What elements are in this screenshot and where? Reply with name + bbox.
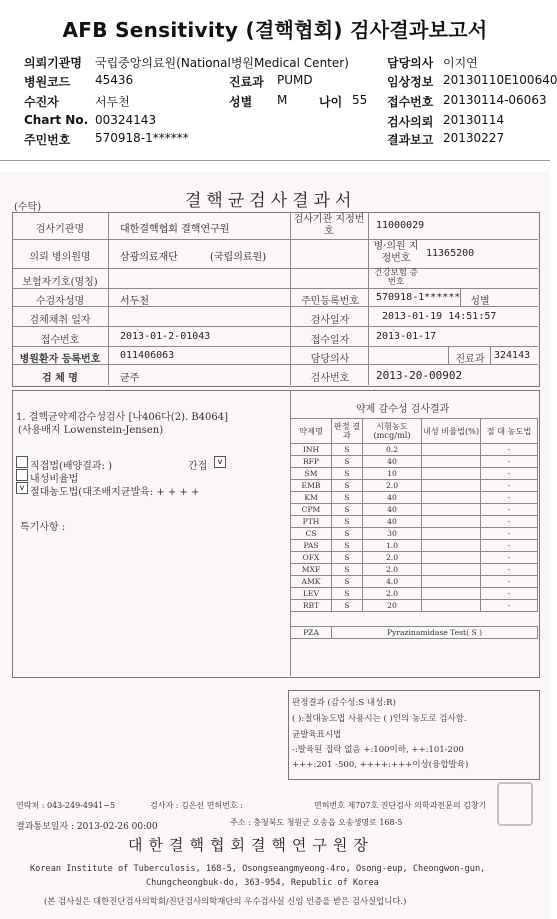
table-cell [422,552,481,564]
ssn-label: 주민등록번호 [301,296,359,307]
hospital-number: 11365200 [426,248,475,259]
table-row [291,516,538,528]
table-cell: - [481,588,538,600]
table-cell: - [481,492,538,504]
test-number-label: 검사번호 [310,373,350,384]
hospital-number-label: 병·의원 지정번호 [373,241,419,264]
judgement-line-1: 판정결과 (감수성:S 내성:R) [292,698,396,708]
field-value: M [277,93,288,107]
table-cell: KM [291,492,332,504]
field-label: 의뢰기관명 [24,56,82,70]
collect-date-label: 검체채취 일자 [29,315,91,326]
field-value: 이지연 [443,56,478,70]
request-hospital-note: (국립의료원) [210,252,267,263]
test-date: 2013-01-19 14:51:57 [382,311,497,322]
table-cell: - [481,444,538,456]
table-cell: S [332,468,363,480]
dept: 324143 [494,350,531,361]
insurance-card-label: 건강보험 증 번호 [374,268,418,287]
table-cell: - [481,564,538,576]
field-label: 담당의사 [387,56,434,70]
table-cell: S [332,540,363,552]
judgement-line-4: -:발육된 집락 없음 +:100이하, ++:101-200 [292,745,464,755]
insurance-label: 보험자기호(명칭) [22,277,98,288]
col-header: 절 대 농도법 [481,419,538,444]
table-cell [422,456,481,468]
drug-table-caption: 약제 감수성 검사결과 [356,404,450,415]
table-row [291,468,538,480]
seal-stamp [497,782,533,826]
table-cell: CS [291,528,332,540]
patient-name: 서두천 [120,296,149,307]
table-cell: INH [291,444,332,456]
table-row [291,552,538,564]
table-cell: 2.0 [363,588,422,600]
doctor-label: 담당의사 [310,354,350,365]
table-cell: - [481,576,538,588]
table-cell [422,528,481,540]
table-cell: 40 [363,516,422,528]
table-cell: S [332,444,363,456]
table-cell: 4.0 [363,576,422,588]
field-value: 20130114 [443,113,505,127]
table-cell: S [332,528,363,540]
field-label: 나이 [319,95,343,109]
footer-license: 면허번호 제707호 진단검사 의학과전문의 김창기 [314,801,487,810]
direct-method-label: 직접법(배양결과: ) [30,461,112,472]
table-row [291,528,538,540]
table-cell: 2.0 [363,564,422,576]
indirect-method-checkbox: v [214,456,226,468]
scanned-report [0,172,550,919]
method-line-1: 1. 결핵균약제감수성검사 [나406다(2). B4064] [16,412,229,423]
table-cell: 40 [363,492,422,504]
patient-reg: 011406063 [120,350,175,361]
table-cell: 40 [363,456,422,468]
table-cell [422,468,481,480]
field-value: 20130227 [443,131,505,145]
field-value: 국립중앙의료원(National병원Medical Center) [95,56,349,70]
col-header: 내성 비율법(%) [422,419,481,444]
footer-note: (본 검사실은 대한진단검사의학회/진단검사의학재단의 우수검사실 신임 인증을 받은 검사실입니다.) [44,896,407,906]
field-value: 서두천 [95,95,130,109]
drug-sensitivity-table [290,418,538,639]
field-value: 20130114-06063 [443,93,547,107]
table-cell: - [481,468,538,480]
footer-address: 주소 : 충청북도 청원군 오송읍 오송생명로 168-5 [230,818,403,827]
absolute-method-label: 절대농도법(대조배지균발육: + + + + [30,487,200,498]
table-cell: RBT [291,600,332,612]
field-value: 570918-1****** [95,131,189,145]
lab-name: 대한결핵협회 결핵연구원 [120,224,230,235]
receipt-date-label: 접수일자 [310,335,350,346]
table-cell: S [332,516,363,528]
field-label: 접수번호 [387,95,434,109]
table-cell: - [481,456,538,468]
patient-name-label: 수검자성명 [35,296,85,307]
field-value: 00324143 [95,113,157,127]
field-value: 55 [352,93,368,107]
table-row [291,456,538,468]
method-line-2: (사용배지 Lowenstein-Jensen) [18,425,164,436]
table-cell: S [332,480,363,492]
table-cell: - [481,540,538,552]
table-cell: PTH [291,516,332,528]
lab-number: 11000029 [376,220,425,231]
table-cell: CPM [291,504,332,516]
table-cell: - [481,504,538,516]
table-cell: 20 [363,600,422,612]
table-cell: 40 [363,504,422,516]
table-cell: 0.2 [363,444,422,456]
table-cell: S [332,552,363,564]
judgement-line-2: ( ):절대농도법 사용시는 ( )인의 농도로 검사함. [292,714,467,724]
table-cell: 2.0 [363,480,422,492]
header-divider [0,160,550,161]
table-cell: S [332,588,363,600]
table-cell: LEV [291,588,332,600]
table-cell [422,492,481,504]
table-cell [422,576,481,588]
table-cell: 2.0 [363,552,422,564]
table-row [291,576,538,588]
request-hospital-label: 의뢰 병의원명 [29,252,91,263]
corner-tag: (수탁) [14,202,42,213]
table-cell: S [332,600,363,612]
lab-number-label: 검사기관 지정번호 [293,214,365,237]
footer-notify-date: 결과통보일자 : 2013-02-26 00:00 [16,822,158,832]
table-cell [422,588,481,600]
table-cell: - [481,528,538,540]
table-cell [422,564,481,576]
resistance-ratio-checkbox [16,469,28,481]
report-title: AFB Sensitivity (결핵협회) 검사결과보고서 [62,18,488,42]
field-label: 임상정보 [387,75,434,89]
specimen: 균주 [120,373,140,384]
table-row [291,444,538,456]
judgement-line-3: 균발육표시법 [292,730,342,740]
field-label: 수진자 [24,95,59,109]
table-cell: - [481,600,538,612]
receipt-date: 2013-01-17 [376,331,437,342]
table-row [291,564,538,576]
ssn: 570918-1****** [376,292,461,303]
table-cell: 30 [363,528,422,540]
footer-phone: 연락처 : 043-249-4941~5 [16,801,116,810]
table-cell: MXF [291,564,332,576]
table-cell: - [481,516,538,528]
table-cell [422,540,481,552]
table-cell: PAS [291,540,332,552]
absolute-method-checkbox: v [16,482,28,494]
document-title: 결핵균검사결과서 [185,191,357,211]
sex-label: 성별 [470,296,490,307]
table-cell [422,600,481,612]
footer-english-2: Chungcheongbuk-do, 363-954, Republic of Korea [146,878,379,888]
table-cell: OFX [291,552,332,564]
receipt-number-label: 접수번호 [40,335,80,346]
field-label: 주민번호 [24,133,71,147]
dept-label: 진료과 [455,354,485,365]
field-label: 검사의뢰 [387,115,434,129]
table-row [291,492,538,504]
field-label: 진료과 [229,75,264,89]
table-cell: - [481,552,538,564]
field-label: 병원코드 [24,75,71,89]
field-value: 45436 [95,73,134,87]
remarks-label: 특기사항 : [20,522,66,533]
pza-label: PZA [291,627,332,639]
table-cell: S [332,576,363,588]
table-cell [422,444,481,456]
table-cell [422,504,481,516]
col-header: 시험농도 (mcg/ml) [363,419,422,444]
report-header [0,0,557,160]
footer-organization: 대한결핵협회결핵연구원장 [128,836,374,854]
field-label: 결과보고 [387,133,434,147]
table-cell [422,480,481,492]
table-row [291,588,538,600]
table-cell: S [332,456,363,468]
lab-name-label: 검사기관명 [35,224,85,235]
test-number: 2013-20-00902 [376,369,463,382]
footer-examiner: 검사자 : 김은선 면허번호 : [150,801,243,810]
receipt-number: 2013-01-2-01043 [120,331,211,342]
table-cell: SM [291,468,332,480]
table-cell: EMB [291,480,332,492]
table-row [291,540,538,552]
field-value: 20130110E100640 [443,73,557,87]
table-row [291,600,538,612]
field-value: PUMD [277,73,313,87]
pza-value: Pyrazinamidase Test( S ) [332,627,538,639]
specimen-label: 검 체 명 [42,373,78,384]
field-label: Chart No. [24,113,89,127]
table-cell: S [332,504,363,516]
table-row [291,504,538,516]
col-header: 약제명 [291,419,332,444]
direct-method-checkbox [16,456,28,468]
request-hospital: 삼광의료재단 [120,252,178,263]
judgement-line-5: +++:201 -500, ++++:+++이상(융합발육) [292,760,469,770]
table-cell: AMK [291,576,332,588]
patient-reg-label: 병원환자 등록번호 [19,354,101,365]
table-cell: 10 [363,468,422,480]
table-cell: S [332,492,363,504]
table-row [291,480,538,492]
table-cell: RFP [291,456,332,468]
table-cell [422,516,481,528]
indirect-method-label: 간접 [188,461,208,472]
table-cell: S [332,564,363,576]
test-date-label: 검사일자 [310,315,350,326]
table-cell: - [481,480,538,492]
footer-english-1: Korean Institute of Tuberculosis, 168-5, Osongseangmyeong-4ro, Osong-eup, Cheongwon-gun, [30,864,486,874]
resistance-ratio-label: 내성비율법 [30,474,79,485]
table-cell: 1.0 [363,540,422,552]
field-label: 성별 [229,95,253,109]
col-header: 판정 결과 [332,419,363,444]
